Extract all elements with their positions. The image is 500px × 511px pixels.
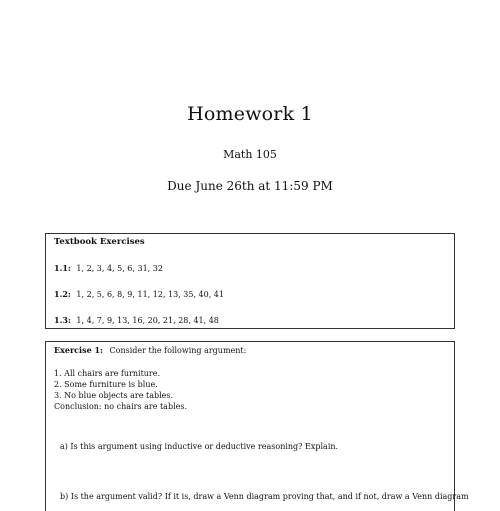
textbook-row	[54, 263, 163, 273]
section-problems: 1, 2, 5, 6, 8, 9, 11, 12, 13, 35, 40, 41	[76, 290, 224, 299]
exercise-intro-text: Consider the following argument:	[109, 346, 247, 355]
exercise-label: Exercise 1:	[54, 345, 103, 355]
textbook-exercises-box	[45, 233, 455, 329]
premise-1: 1. All chairs are furniture.	[54, 369, 161, 378]
textbook-row	[54, 289, 224, 299]
section-problems: 1, 4, 7, 9, 13, 16, 20, 21, 28, 41, 48	[76, 316, 219, 325]
exercise-1-intro	[54, 345, 246, 355]
premise-3: 3. No blue objects are tables.	[54, 391, 174, 400]
exercise-1-box	[45, 341, 469, 511]
question-a: a) Is this argument using inductive or deductive reasoning? Explain.	[60, 442, 339, 451]
course-name: Math 105	[223, 148, 277, 161]
section-problems: 1, 2, 3, 4, 5, 6, 31, 32	[76, 264, 163, 273]
textbook-row	[54, 315, 219, 325]
textbook-exercises-heading: Textbook Exercises	[54, 237, 145, 247]
section-label: 1.3:	[54, 315, 71, 325]
question-b: b) Is the argument valid? If it is, draw a Venn diagram proving that, and if not, draw a Venn diagram	[60, 492, 469, 501]
conclusion: Conclusion: no chairs are tables.	[54, 402, 188, 411]
premise-2: 2. Some furniture is blue.	[54, 380, 158, 389]
section-label: 1.1:	[54, 263, 71, 273]
due-date: Due June 26th at 11:59 PM	[167, 179, 333, 193]
document-title: Homework 1	[187, 103, 313, 125]
section-label: 1.2:	[54, 289, 71, 299]
